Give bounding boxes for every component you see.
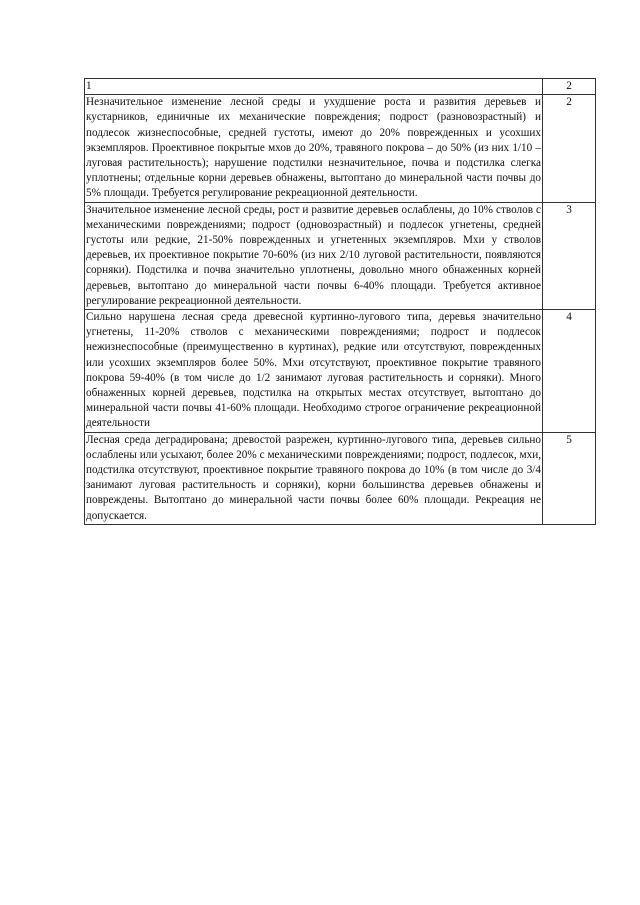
document-page [84,78,596,525]
header-column-2: 2 [543,79,596,95]
table-row [85,432,596,524]
table-header-row [85,79,596,95]
row-stage: 5 [543,432,596,524]
row-description: Лесная среда деградирована; древостой разрежен, куртинно-лугового типа, деревьев сильно ослаблены или усыхают, более 20% с механическими повреждениями; подрост, подлесок, мхи, подстилка отсутствуют, проективное покрытие травяного покрова до 10% (в том числе до 3/4 занимают луговая растительность и сорняки), корни большинства деревьев обнажены и повреждены. Вытоптано до минеральной части почвы более 60% площади. Рекреация не допускается. [85,432,543,524]
row-stage: 2 [543,95,596,202]
row-description: Незначительное изменение лесной среды и ухудшение роста и развития деревьев и кустарников, единичные их механические повреждения; подрост (разновозрастный) и подлесок жизнеспособные, средней густоты, имеют до 20% поврежденных и усохших экземпляров. Проективное покрытые мхов до 20%, травяного покрова – до 50% (из них 1/10 – луговая растительность); нарушение подстилки незначительное, почва и подстилка слегка уплотнены; отдельные корни деревьев обнажены, вытоптано до минеральной части почвы до 5% площади. Требуется регулирование рекреационной деятельности. [85,95,543,202]
row-stage: 4 [543,310,596,433]
header-column-1: 1 [85,79,543,95]
table-row [85,310,596,433]
row-stage: 3 [543,202,596,309]
row-description: Сильно нарушена лесная среда древесной куртинно-лугового типа, деревья значительно угнетены, 11-20% стволов с механическими повреждениями; подрост и подлесок нежизнеспособные (преимущественно в куртинах), редкие или отсутствуют, поврежденных или усохших экземпляров более 50%. Мхи отсутствуют, проективное покрытие травяного покрова 59-40% (в том числе до 1/2 занимают луговая растительность и сорняки). Много обнаженных корней деревьев, подстилка на открытых местах отсутствует, вытоптано до минеральной части почвы 41-60% площади. Необходимо строгое ограничение рекреационной деятельности [85,310,543,433]
recreational-degradation-table [84,78,596,525]
table-row [85,202,596,309]
table-row [85,95,596,202]
row-description: Значительное изменение лесной среды, рост и развитие деревьев ослаблены, до 10% стволов с механическими повреждениями; подрост (одновозрастный) и подлесок угнетены, средней густоты или редкие, 21-50% поврежденных и угнетенных экземпляров. Мхи у стволов деревьев, их проективное покрытие 70-60% (из них 2/10 луговой растительности, появляются сорняки). Подстилка и почва значительно уплотнены, довольно много обнаженных корней деревьев, вытоптано до минеральной части почвы 6-40% площади. Требуется активное регулирование рекреационной деятельности. [85,202,543,309]
